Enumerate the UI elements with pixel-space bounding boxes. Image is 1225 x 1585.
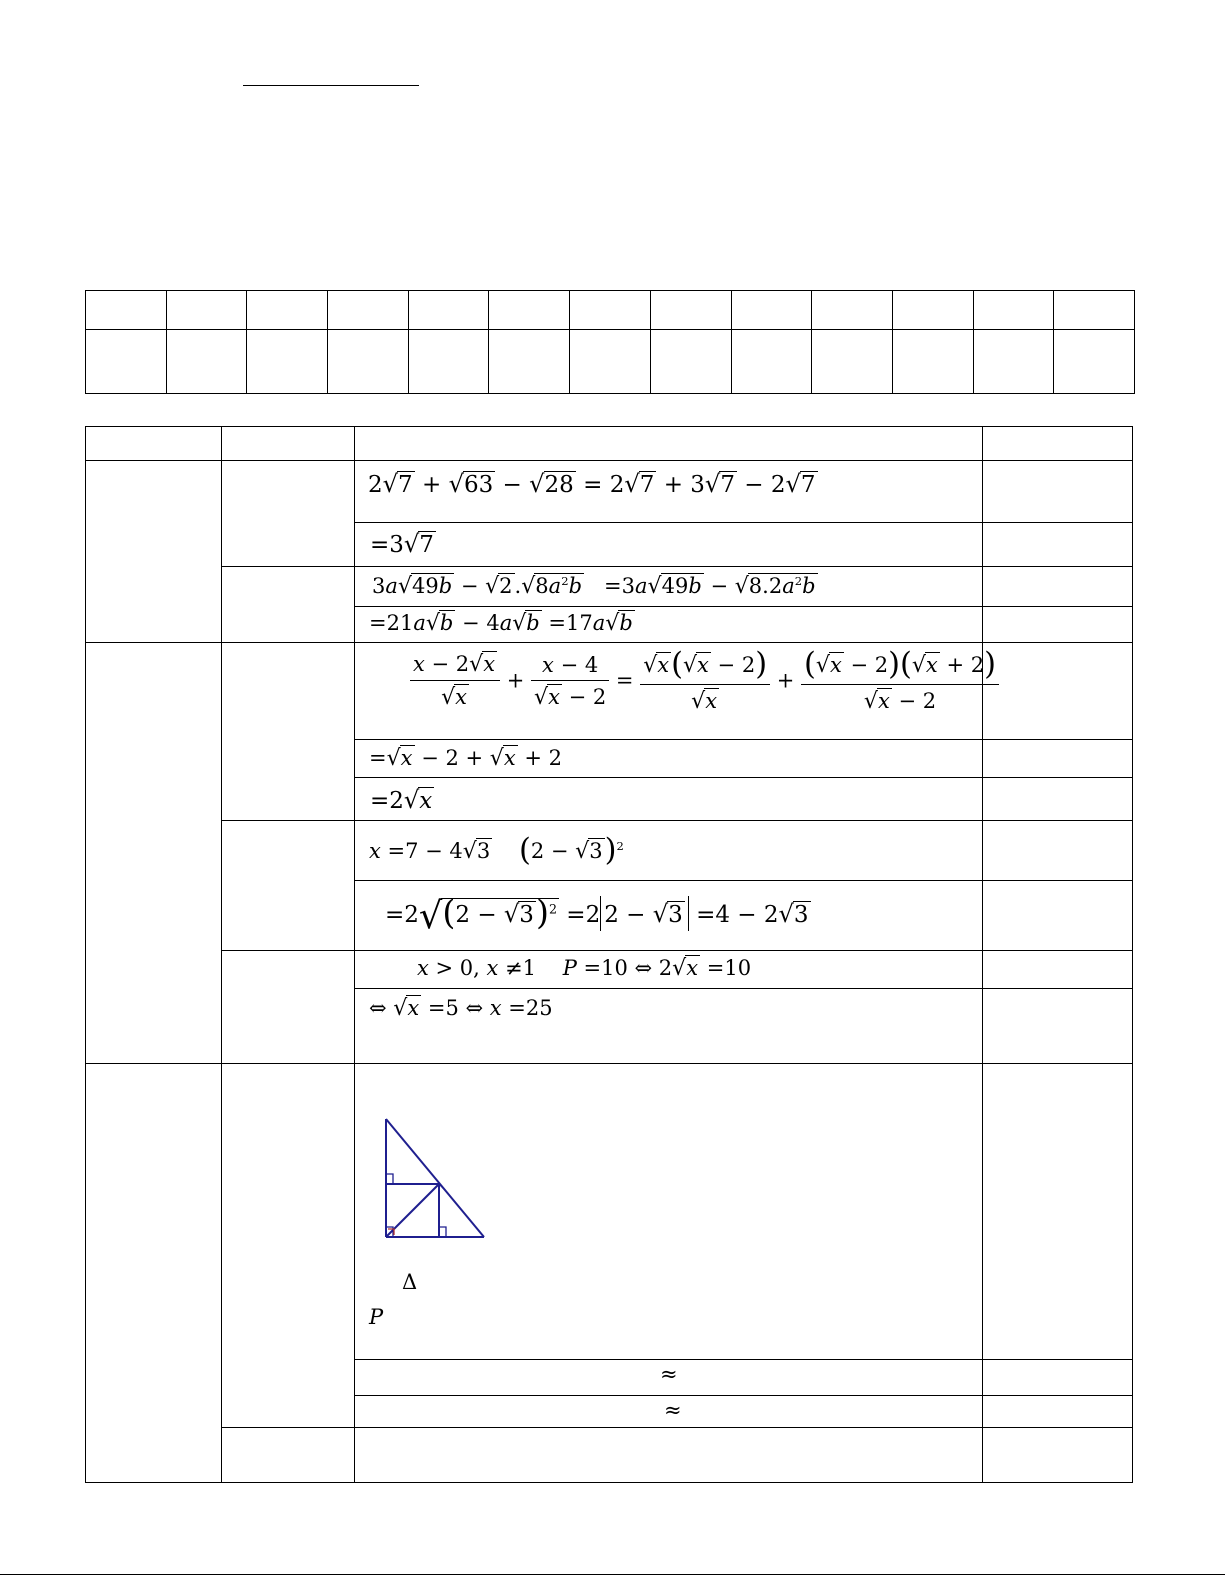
formula-row-1: 2√7 + √63 − √28 = 2√7 + 3√7 − 2√7 — [368, 470, 816, 498]
row-divider — [85, 1063, 1133, 1064]
approx-symbol-2: ≈ — [664, 1398, 682, 1422]
answer-grid-answer-row — [86, 330, 1135, 394]
grid-cell — [328, 291, 409, 330]
right-angle-mark — [439, 1227, 446, 1237]
row-divider — [221, 1427, 1133, 1428]
formula-row-5: $\frac{x - 2√x}{√x}$ + $\frac{x - 4}{√x - 2}$ = $\frac{√x(√x - 2)}{√x}$ + $\frac{(√x - 2)(√x + 2)}{√x - 2}$ — [410, 650, 999, 714]
grid-cell — [247, 291, 328, 330]
row-divider — [221, 566, 1133, 567]
grid-cell — [570, 330, 651, 394]
grid-cell — [731, 291, 812, 330]
grid-cell — [973, 291, 1054, 330]
grid-cell — [328, 330, 409, 394]
name-underline — [243, 85, 419, 86]
row-divider — [354, 1395, 1133, 1396]
grid-cell — [489, 291, 570, 330]
row-divider — [354, 880, 1133, 881]
grid-cell — [1054, 291, 1135, 330]
grid-cell — [812, 291, 893, 330]
grid-cell — [731, 330, 812, 394]
grid-cell — [166, 291, 247, 330]
grid-cell — [408, 330, 489, 394]
grid-cell — [408, 291, 489, 330]
formula-row-10: x > 0, x ≠1 P =10 ⇔ 2√x =10 — [417, 956, 752, 981]
delta-symbol: Δ — [402, 1270, 418, 1294]
row-divider — [221, 950, 1133, 951]
grid-cell — [1054, 330, 1135, 394]
grid-cell — [86, 330, 167, 394]
row-divider — [354, 739, 1133, 740]
formula-row-9: $=2√(2 - √3)^2 =2$ 2 − √3 =4 − 2√3 — [385, 893, 809, 937]
column-divider — [354, 426, 355, 1483]
grid-cell — [166, 330, 247, 394]
grid-cell — [650, 330, 731, 394]
row-divider — [221, 820, 1133, 821]
formula-row-11: ⇔ √x =5 ⇔ x =25 — [369, 996, 553, 1021]
formula-row-2: =3√7 — [370, 530, 434, 558]
row-divider — [354, 777, 1133, 778]
grid-cell — [247, 330, 328, 394]
grid-cell — [892, 291, 973, 330]
triangle-figure — [378, 1112, 493, 1244]
grid-cell — [812, 330, 893, 394]
answer-grid-header-row — [86, 291, 1135, 330]
formula-row-4: =21a√b − 4a√b =17a√b — [369, 611, 633, 636]
formula-row-3: $3a√49b - √2.√8a^2b =3a√49b - √8.2a^2b$ — [372, 574, 816, 599]
figure-edge — [386, 1119, 484, 1237]
formula-row-8: x =7 − 4√3 $(2 - √3)^2$ — [369, 833, 624, 868]
approx-symbol-1: ≈ — [660, 1362, 678, 1386]
p-label: P — [369, 1305, 384, 1329]
row-divider — [354, 988, 1133, 989]
grid-cell — [650, 291, 731, 330]
right-angle-mark — [386, 1174, 393, 1184]
column-divider — [982, 426, 983, 1483]
formula-row-6: =√x − 2 + √x + 2 — [369, 746, 562, 771]
row-divider — [354, 522, 1133, 523]
row-divider — [85, 460, 1133, 461]
grid-cell — [892, 330, 973, 394]
grid-cell — [86, 291, 167, 330]
footer-line — [0, 1574, 1225, 1575]
grid-cell — [570, 291, 651, 330]
formula-row-7: =2√x — [370, 786, 433, 814]
row-divider — [85, 642, 1133, 643]
grid-cell — [973, 330, 1054, 394]
grid-cell — [489, 330, 570, 394]
row-divider — [354, 1359, 1133, 1360]
answer-grid — [85, 290, 1135, 394]
row-divider — [354, 606, 1133, 607]
column-divider — [221, 426, 222, 1483]
